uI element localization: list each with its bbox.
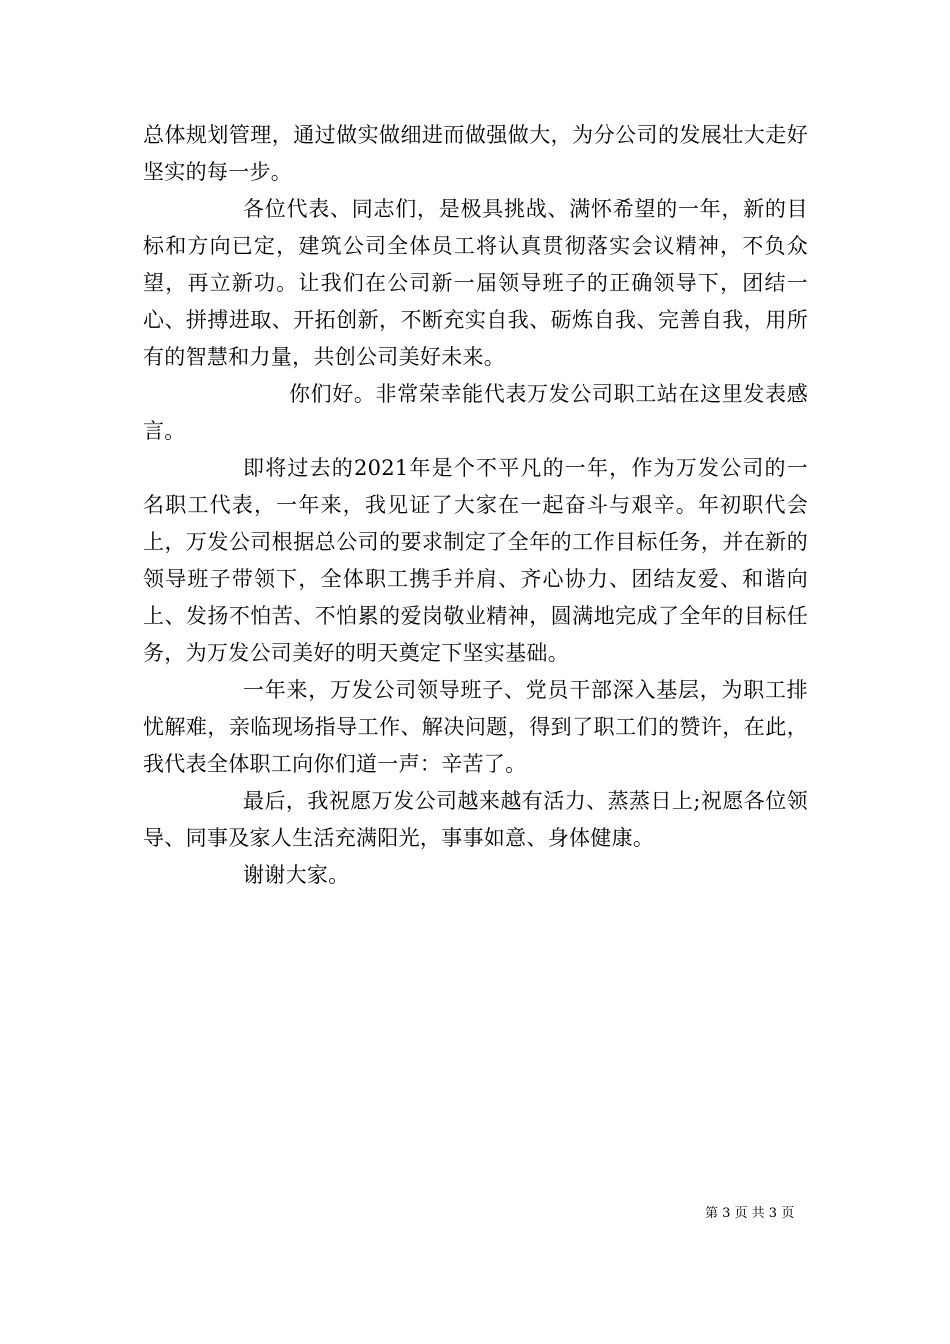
paragraph-representatives: 各位代表、同志们，是极具挑战、满怀希望的一年，新的目标和方向已定，建筑公司全体员工将认真贯彻落实会议精神，不负众望，再立新功。让我们在公司新一届领导班子的正确领导下，团结一心、拼搏进取、开拓创新，不断充实自我、砺炼自我、完善自我，用所有的智慧和力量，共创公司美好未来。 bbox=[143, 197, 808, 369]
paragraph-continuation: 总体规划管理，通过做实做细进而做强做大，为分公司的发展壮大走好坚实的每一步。 bbox=[143, 123, 808, 184]
document-body bbox=[143, 117, 808, 894]
page-number: 第 3 页 共 3 页 bbox=[705, 1206, 795, 1221]
paragraph-year-review: 即将过去的2021年是个不平凡的一年，作为万发公司的一名职工代表，一年来，我见证了大家在一起奋斗与艰辛。年初职代会上，万发公司根据总公司的要求制定了全年的工作目标任务，并在新的领导班子带领下，全体职工携手并肩、齐心协力、团结友爱、和谐向上、发扬不怕苦、不怕累的爱岗敬业精神，圆满地完成了全年的目标任务，为万发公司美好的明天奠定下坚实基础。 bbox=[143, 456, 808, 665]
paragraph-leadership: 一年来，万发公司领导班子、党员干部深入基层，为职工排忧解难，亲临现场指导工作、解决问题，得到了职工们的赞许，在此，我代表全体职工向你们道一声：辛苦了。 bbox=[143, 678, 808, 776]
paragraph-greeting: 你们好。非常荣幸能代表万发公司职工站在这里发表感言。 bbox=[143, 382, 808, 443]
paragraph-thanks: 谢谢大家。 bbox=[243, 863, 350, 887]
paragraph-wishes: 最后，我祝愿万发公司越来越有活力、蒸蒸日上;祝愿各位领导、同事及家人生活充满阳光，事事如意、身体健康。 bbox=[143, 789, 808, 850]
